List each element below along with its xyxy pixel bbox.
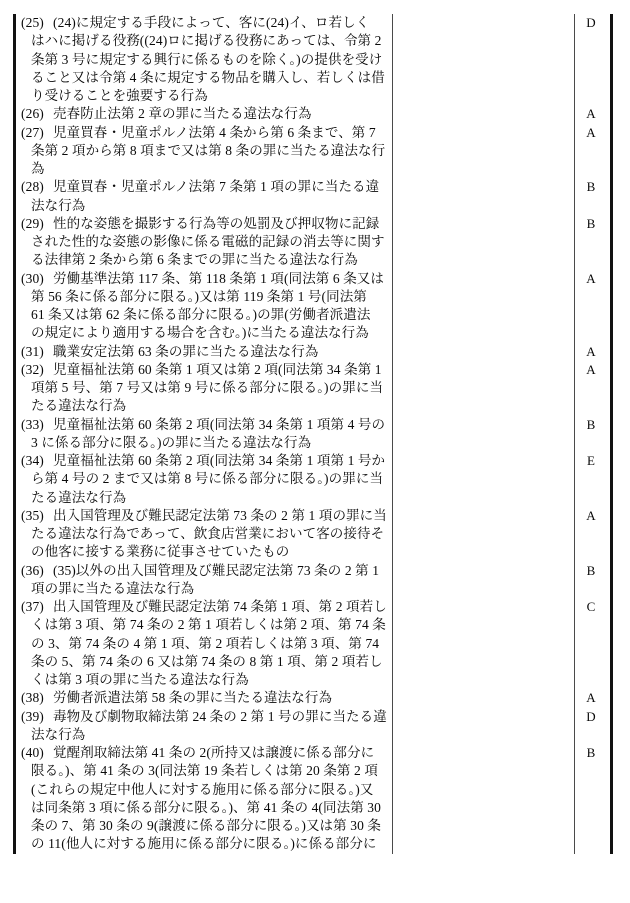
item-number: (31) (21, 343, 44, 359)
item-number: (37) (21, 599, 44, 614)
offense-line-continuation: くは第 3 項の罪に当たる違法な行為 (31, 672, 249, 687)
table-row (16, 361, 610, 416)
table-row (16, 744, 610, 854)
offense-description-cell (21, 343, 389, 361)
item-number: (33) (21, 416, 44, 432)
item-number: (27) (21, 124, 44, 140)
offense-line-continuation: 為 (31, 161, 45, 176)
rank-cell: E (587, 453, 595, 468)
item-text: 児童買春・児童ポルノ法第 7 条第 1 項の罪に当たる違 (53, 179, 380, 195)
rank-cell: A (586, 690, 596, 706)
offense-line-continuation: 条第 2 項から第 8 項まで又は第 8 条の罪に当たる違法な行 (31, 142, 386, 158)
offense-description-cell (21, 361, 389, 416)
item-text: 出入国管理及び難民認定法第 73 条の 2 第 1 項の罪に当 (53, 507, 387, 523)
offense-description-cell (21, 708, 389, 745)
item-text: 労働者派遣法第 58 条の罪に当たる違法な行為 (53, 690, 333, 706)
offense-line-first (21, 744, 389, 762)
offense-line-continuation: くは第 3 項、第 74 条の 2 第 1 項若しくは第 2 項、第 74 条 (31, 617, 386, 633)
table-row (16, 598, 610, 689)
item-number: (28) (21, 179, 44, 195)
item-number: (35) (21, 507, 44, 523)
offense-line-continuation: 条の 5、第 74 条の 6 又は第 74 条の 8 第 1 項、第 2 項若し (31, 653, 383, 669)
offense-line-continuation: 条第 3 号に規定する興行に係るものを除く。)の提供を受け (31, 51, 383, 67)
offense-line-first (21, 343, 389, 361)
item-number: (34) (21, 453, 44, 468)
offense-line-continuation: の 3、第 74 条の 4 第 1 項、第 2 項若しくは第 3 項、第 74 (31, 635, 380, 651)
rank-cell: B (586, 215, 596, 231)
rank-cell: B (586, 179, 596, 195)
offense-line-continuation: はハに掲げる役務((24)ロに掲げる役務にあっては、令第 2 (31, 33, 382, 49)
offense-line-first (21, 124, 389, 142)
item-number: (26) (21, 106, 44, 122)
table-row (16, 178, 610, 215)
offense-line-first (21, 452, 389, 470)
table-row (16, 708, 610, 745)
offense-line-continuation: 法な行為 (31, 197, 86, 213)
item-text: 児童買春・児童ポルノ法第 4 条から第 6 条まで、第 7 (53, 124, 376, 140)
offense-description-cell (21, 270, 389, 343)
item-number: (40) (21, 745, 44, 760)
offense-rank-table (13, 14, 613, 854)
item-text: 出入国管理及び難民認定法第 74 条第 1 項、第 2 項若し (53, 599, 387, 614)
offense-description-cell (21, 14, 389, 105)
offense-description-cell (21, 416, 389, 453)
item-text: 覚醒剤取締法第 41 条の 2(所持又は譲渡に係る部分に (53, 745, 375, 760)
rank-cell: C (586, 599, 596, 614)
offense-line-continuation: の他客に接する業務に従事させていたもの (31, 544, 290, 560)
offense-description-cell (21, 598, 389, 689)
item-number: (30) (21, 270, 44, 286)
rank-cell: D (586, 15, 596, 30)
table-row (16, 105, 610, 123)
item-number: (25) (21, 15, 44, 30)
offense-line-first (21, 708, 389, 726)
offense-description-cell (21, 452, 389, 507)
table-row (16, 14, 610, 105)
rank-cell: A (586, 507, 596, 523)
offense-line-first (21, 215, 389, 233)
offense-description-cell (21, 689, 389, 707)
offense-description-cell (21, 744, 389, 854)
offense-line-continuation: 項第 5 号、第 7 号又は第 9 号に係る部分に限る。)の罪に当 (31, 380, 384, 395)
offense-line-continuation: 法な行為 (31, 726, 86, 742)
item-number: (36) (21, 562, 44, 578)
item-number: (29) (21, 215, 44, 231)
item-text: 児童福祉法第 60 条第 1 項又は第 2 項(同法第 34 条第 1 (53, 361, 382, 377)
offense-line-first (21, 598, 389, 616)
offense-line-continuation: 第 56 条に係る部分に限る。)又は第 119 条第 1 号(同法第 (31, 288, 367, 304)
offense-line-continuation: 3 に係る部分に限る。)の罪に当たる違法な行為 (31, 434, 312, 450)
offense-line-continuation: 限る。)、第 41 条の 3(同法第 19 条若しくは第 20 条第 2 項 (31, 763, 378, 779)
rank-cell: B (586, 416, 596, 432)
table-row (16, 562, 610, 599)
offense-line-continuation: 条の 7、第 30 条の 9(譲渡に係る部分に限る。)又は第 30 条 (31, 818, 381, 833)
item-number: (38) (21, 690, 44, 706)
offense-line-continuation: たる違法な行為 (31, 489, 127, 505)
rank-cell: A (586, 361, 596, 377)
table-row (16, 507, 610, 562)
offense-line-continuation: る法律第 2 条から第 6 条までの罪に当たる違法な行為 (31, 252, 358, 268)
item-text: (24)に規定する手段によって、客に(24)イ、ロ若しく (53, 15, 370, 30)
rank-cell: A (586, 343, 596, 359)
item-text: 性的な姿態を撮影する行為等の処罰及び押収物に記録 (53, 215, 380, 231)
offense-line-continuation: の規定により適用する場合を含む。)に当たる違法な行為 (31, 325, 369, 341)
table-row (16, 416, 610, 453)
item-text: 労働基準法第 117 条、第 118 条第 1 項(同法第 6 条又は (53, 270, 384, 286)
table-rows (16, 14, 610, 854)
rank-cell: D (586, 708, 596, 724)
offense-line-continuation: たる違法な行為 (31, 398, 127, 414)
offense-line-continuation: 項の罪に当たる違法な行為 (31, 580, 195, 596)
item-text: 児童福祉法第 60 条第 2 項(同法第 34 条第 1 項第 1 号か (53, 453, 386, 468)
item-text: 毒物及び劇物取締法第 24 条の 2 第 1 号の罪に当たる違 (53, 708, 387, 724)
offense-line-first (21, 14, 389, 32)
offense-line-continuation: は同条第 3 項に係る部分に限る。)、第 41 条の 4(同法第 30 (31, 799, 381, 815)
offense-line-continuation: り受けることを強要する行為 (31, 88, 208, 103)
table-row (16, 215, 610, 270)
offense-line-continuation: 61 条又は第 62 条に係る部分に限る。)の罪(労働者派遣法 (31, 307, 371, 322)
offense-line-continuation: の 11(他人に対する施用に係る部分に限る。)に係る部分に (31, 836, 377, 852)
offense-line-first (21, 361, 389, 379)
offense-description-cell (21, 124, 389, 179)
table-row (16, 452, 610, 507)
offense-line-first (21, 562, 389, 580)
offense-line-first (21, 178, 389, 196)
offense-line-first (21, 270, 389, 288)
item-number: (39) (21, 708, 44, 724)
item-text: 職業安定法第 63 条の罪に当たる違法な行為 (53, 343, 319, 359)
offense-description-cell (21, 507, 389, 562)
table-row (16, 270, 610, 343)
offense-description-cell (21, 215, 389, 270)
item-text: (35)以外の出入国管理及び難民認定法第 73 条の 2 第 1 (53, 562, 380, 578)
table-row (16, 124, 610, 179)
rank-cell: A (586, 106, 596, 122)
table-row (16, 689, 610, 707)
offense-description-cell (21, 178, 389, 215)
rank-cell: B (586, 562, 596, 578)
offense-line-first (21, 105, 389, 123)
rank-cell: B (586, 745, 596, 760)
table-row (16, 343, 610, 361)
rank-cell: A (586, 124, 596, 140)
offense-line-first (21, 416, 389, 434)
rank-cell: A (586, 270, 596, 286)
offense-line-continuation: ら第 4 号の 2 まで又は第 8 号に係る部分に限る。)の罪に当 (31, 471, 384, 487)
offense-description-cell (21, 105, 389, 123)
item-text: 売春防止法第 2 章の罪に当たる違法な行為 (53, 106, 312, 122)
offense-line-first (21, 507, 389, 525)
offense-line-continuation: (これらの規定中他人に対する施用に係る部分に限る。)又 (31, 781, 374, 797)
item-text: 児童福祉法第 60 条第 2 項(同法第 34 条第 1 項第 4 号の (53, 416, 386, 432)
offense-description-cell (21, 562, 389, 599)
offense-line-first (21, 689, 389, 707)
offense-line-continuation: された性的な姿態の影像に係る電磁的記録の消去等に関す (31, 234, 385, 249)
offense-line-continuation: たる違法な行為であって、飲食店営業において客の接待そ (31, 526, 385, 541)
item-number: (32) (21, 361, 44, 377)
offense-line-continuation: ること又は令第 4 条に規定する物品を購入し、若しくは借 (31, 69, 385, 85)
